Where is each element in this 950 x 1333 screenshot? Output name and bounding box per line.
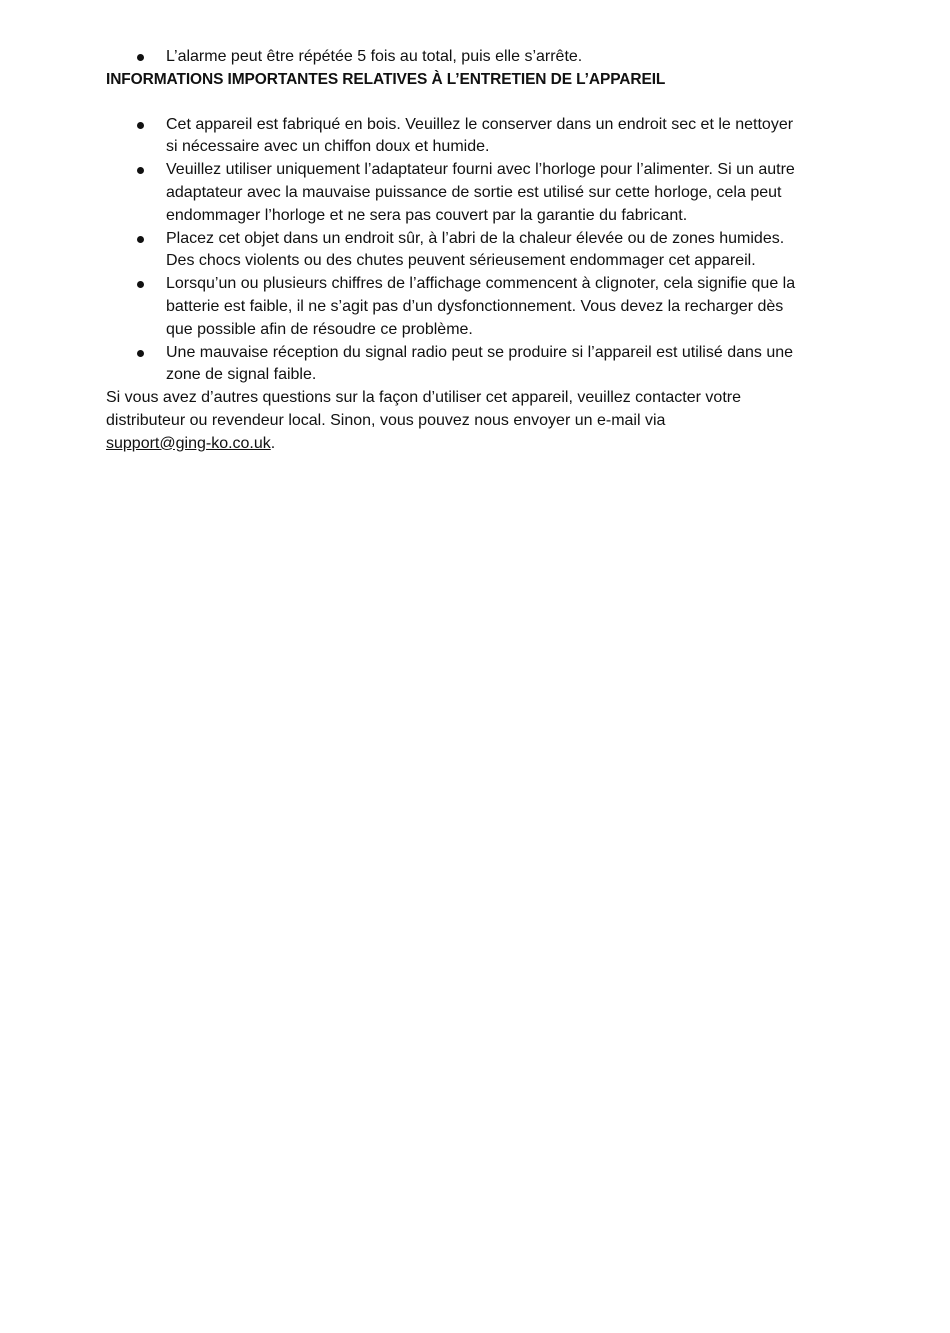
list-item-text: Cet appareil est fabriqué en bois. Veuillez le conserver dans un endroit sec et le nettoyer si nécessaire avec un chiffon doux et humide. (166, 115, 794, 156)
list-item-text: Lorsqu’un ou plusieurs chiffres de l’affichage commencent à clignoter, cela signifie que la batterie est faible, il ne s’agit pas d’un dysfonctionnement. Vous devez la recharger dès que possible afin de résoudre ce problème. (166, 275, 796, 338)
list-item (106, 228, 806, 274)
list-item-text: Une mauvaise réception du signal radio peut se produire si l’appareil est utilisé dans une zone de signal faible. (166, 343, 794, 384)
list-item (106, 46, 806, 69)
section-heading: INFORMATIONS IMPORTANTES RELATIVES À L’ENTRETIEN DE L’APPAREIL (106, 70, 666, 88)
support-email-link[interactable]: support@ging-ko.co.uk (106, 434, 271, 452)
list-item-text: Placez cet objet dans un endroit sûr, à l’abri de la chaleur élevée ou de zones humides. Des chocs violents ou des chutes peuvent sérieusement endommager cet appareil. (166, 229, 785, 270)
document-body (106, 46, 806, 456)
list-item-text: Veuillez utiliser uniquement l’adaptateur fourni avec l’horloge pour l’alimenter. Si un autre adaptateur avec la mauvaise puissance de sortie est utilisé sur cette horloge, cela peut endommager l’horloge et ne sera pas couvert par la garantie du fabricant. (166, 161, 795, 224)
bullet-icon (137, 281, 144, 288)
list-item (106, 273, 806, 341)
bullet-icon (137, 236, 144, 243)
list-item (106, 342, 806, 388)
list-item-text: L’alarme peut être répétée 5 fois au total, puis elle s’arrête. (166, 48, 583, 65)
closing-paragraph (106, 387, 806, 455)
list-item (106, 114, 806, 160)
alarm-bullet-list (106, 46, 806, 69)
closing-text: Si vous avez d’autres questions sur la façon d’utiliser cet appareil, veuillez contacter votre distributeur ou revendeur local. Sinon, vous pouvez nous envoyer un e-mail via (106, 389, 741, 429)
bullet-icon (137, 122, 144, 129)
bullet-icon (137, 54, 144, 61)
closing-period: . (270, 434, 276, 452)
care-bullet-list (106, 114, 806, 388)
bullet-icon (137, 350, 144, 357)
list-item (106, 159, 806, 227)
bullet-icon (137, 167, 144, 174)
